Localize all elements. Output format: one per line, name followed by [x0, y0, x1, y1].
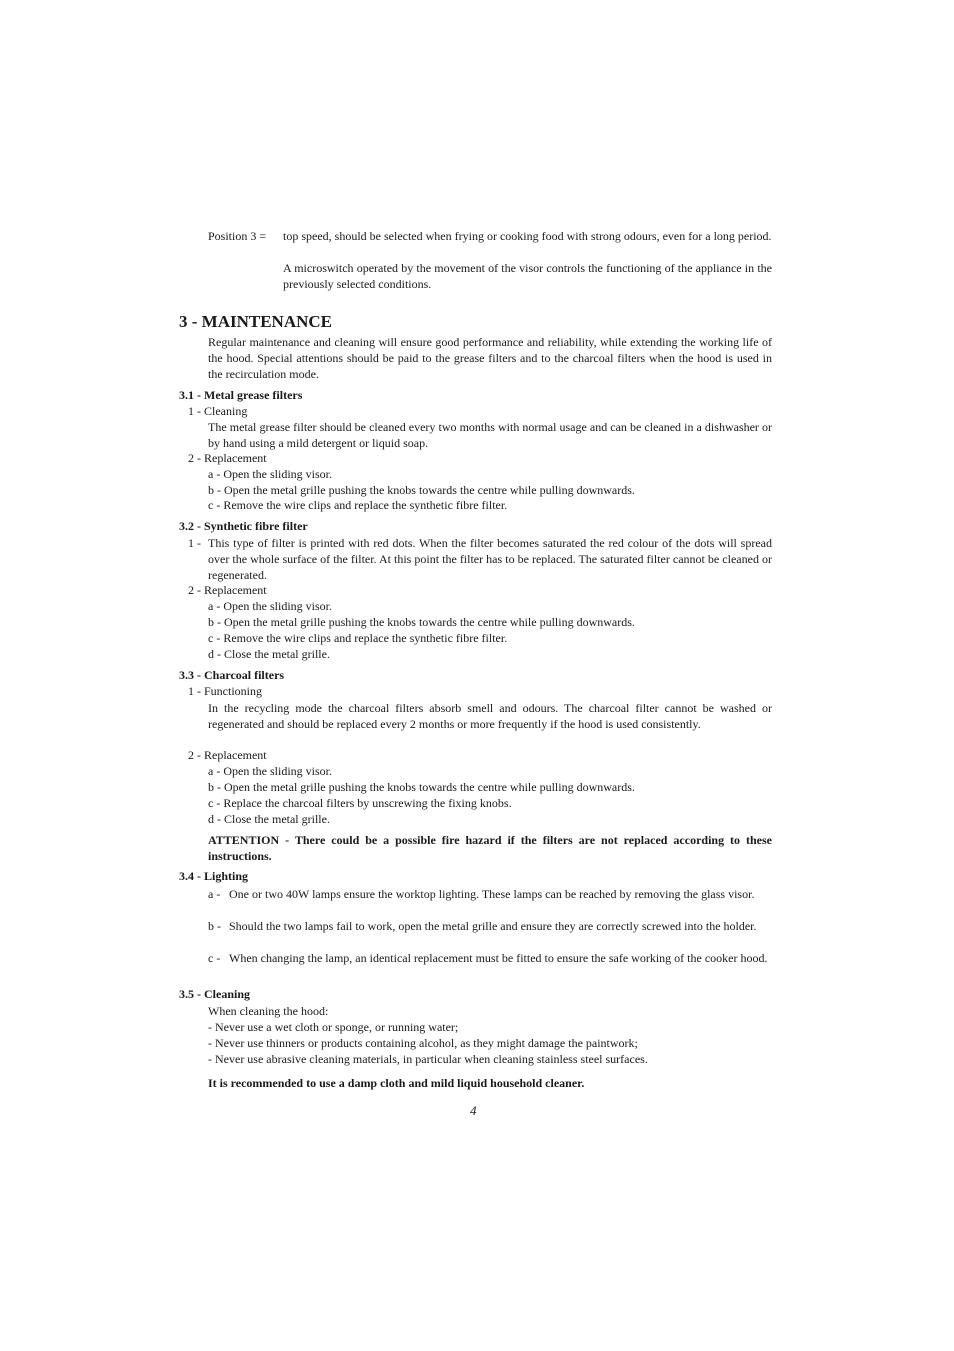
s35-intro: When cleaning the hood: — [208, 1004, 329, 1018]
s32-item1-text: This type of filter is printed with red dots. When the filter becomes saturated the red colour of the dots will spread over the whole surface of the filter. At this point the filter has to be replaced. The saturated filter cannot be cleaned or regenerated. — [208, 536, 772, 582]
s34-c-text: When changing the lamp, an identical replacement must be fitted to ensure the safe working of the cooker hood. — [229, 951, 768, 965]
s31-step-c: c - Remove the wire clips and replace the synthetic fibre filter. — [208, 498, 508, 512]
position3-label: Position 3 = — [208, 229, 267, 243]
section-3-1-heading: 3.1 - Metal grease filters — [179, 388, 303, 402]
position3-text: top speed, should be selected when frying or cooking food with strong odours, even for a long period. — [283, 229, 772, 243]
s31-step-a: a - Open the sliding visor. — [208, 467, 332, 481]
s33-step-c: c - Replace the charcoal filters by unscrewing the fixing knobs. — [208, 796, 512, 810]
s34-a-label: a - — [208, 887, 221, 901]
s31-item2-label: 2 - Replacement — [188, 451, 267, 465]
s35-list-item-2: - Never use thinners or products containing alcohol, as they might damage the paintwork; — [208, 1036, 638, 1050]
s32-step-c: c - Remove the wire clips and replace the synthetic fibre filter. — [208, 631, 508, 645]
section-3-3-heading: 3.3 - Charcoal filters — [179, 668, 285, 682]
s34-c-label: c - — [208, 951, 221, 965]
maintenance-heading: 3 - MAINTENANCE — [179, 312, 332, 331]
attention-warning: ATTENTION - There could be a possible fire hazard if the filters are not replaced according to these instructions. — [208, 833, 772, 863]
s31-item1-text: The metal grease filter should be cleaned every two months with normal usage and can be cleaned in a dishwasher or by hand using a mild detergent or liquid soap. — [208, 420, 772, 450]
s33-item2-label: 2 - Replacement — [188, 748, 267, 762]
recommendation-note: It is recommended to use a damp cloth and mild liquid household cleaner. — [208, 1076, 585, 1090]
page-number: 4 — [470, 1103, 477, 1118]
s33-step-a: a - Open the sliding visor. — [208, 764, 332, 778]
s35-list-item-3: - Never use abrasive cleaning materials, in particular when cleaning stainless steel surfaces. — [208, 1052, 648, 1066]
s34-a-text: One or two 40W lamps ensure the worktop lighting. These lamps can be reached by removing the glass visor. — [229, 887, 755, 901]
s33-step-d: d - Close the metal grille. — [208, 812, 330, 826]
s33-step-b: b - Open the metal grille pushing the knobs towards the centre while pulling downwards. — [208, 780, 635, 794]
s35-list-item-1: - Never use a wet cloth or sponge, or running water; — [208, 1020, 459, 1034]
section-3-5-heading: 3.5 - Cleaning — [179, 987, 251, 1001]
s34-b-text: Should the two lamps fail to work, open the metal grille and ensure they are correctly screwed into the holder. — [229, 919, 757, 933]
s32-item2-label: 2 - Replacement — [188, 583, 267, 597]
s34-b-label: b - — [208, 919, 221, 933]
s31-step-b: b - Open the metal grille pushing the knobs towards the centre while pulling downwards. — [208, 483, 635, 497]
s31-item1-label: 1 - Cleaning — [188, 404, 248, 418]
s32-step-b: b - Open the metal grille pushing the knobs towards the centre while pulling downwards. — [208, 615, 635, 629]
section-3-4-heading: 3.4 - Lighting — [179, 869, 249, 883]
section-3-2-heading: 3.2 - Synthetic fibre filter — [179, 519, 308, 533]
s32-item1-label: 1 - — [188, 536, 201, 550]
s33-item1-label: 1 - Functioning — [188, 684, 262, 698]
s32-step-d: d - Close the metal grille. — [208, 647, 330, 661]
maintenance-intro: Regular maintenance and cleaning will ensure good performance and reliability, while extending the working life of the hood. Special attentions should be paid to the grease filters and to the charcoal filters when the hood is used in the recirculation mode. — [208, 335, 772, 381]
s33-item1-text: In the recycling mode the charcoal filters absorb smell and odours. The charcoal filter cannot be washed or regenerated and should be replaced every 2 months or more frequently if the hood is used consistently. — [208, 701, 772, 731]
microswitch-text: A microswitch operated by the movement of the visor controls the functioning of the appliance in the previously selected conditions. — [283, 261, 772, 291]
s32-step-a: a - Open the sliding visor. — [208, 599, 332, 613]
